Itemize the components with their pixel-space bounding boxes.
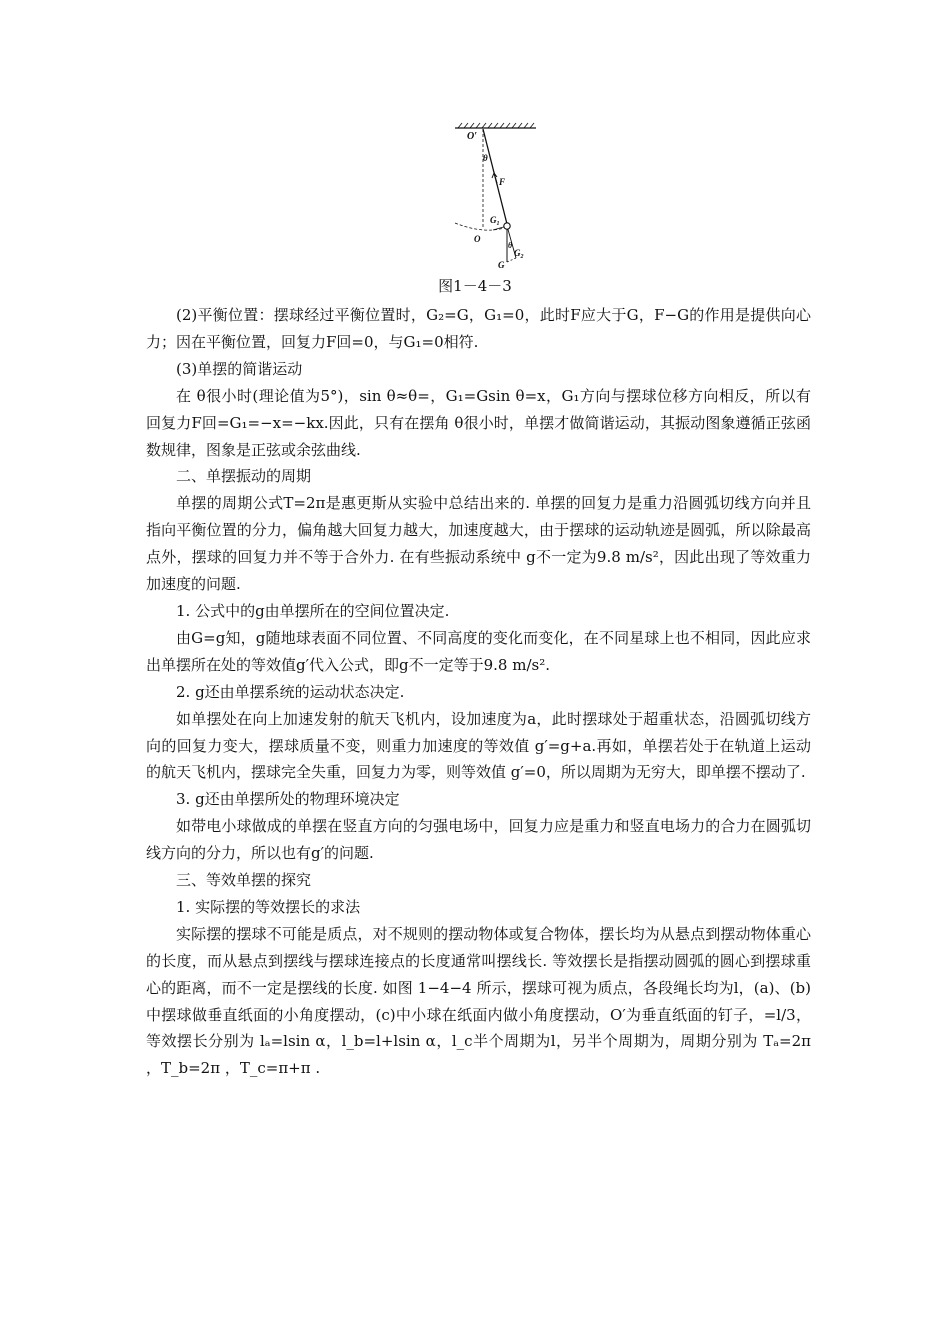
g1-label: $G_1$ <box>490 215 500 227</box>
paragraph: 如单摆处在向上加速发射的航天飞机内，设加速度为a，此时摆球处于超重状态，沿圆弧切线方向的回复力变大，摆球质量不变，则重力加速度的等效值 g′=g+a.再如，单摆若处于在轨道上运动的航天飞机内，摆球完全失重，回复力为零，则等效值 g′=0，所以周期为无穷大，即单摆不摆动了. <box>146 709 811 782</box>
document-body <box>146 302 811 1082</box>
origin-label: O <box>474 234 481 244</box>
ceiling-hatch <box>458 123 534 128</box>
paragraph: 单摆的周期公式T=2π是惠更斯从实验中总结出来的. 单摆的回复力是重力沿圆弧切线方向并且指向平衡位置的分力，偏角越大回复力越大，加速度越大，由于摆球的运动轨迹是圆弧，所以除最高点外，摆球的回复力并不等于合外力. 在有些振动系统中 g不一定为9.8 m/s²，因此出现了等效重力加速度的问题. <box>146 494 811 594</box>
force-label: F <box>499 177 506 187</box>
paragraph: 如带电小球做成的单摆在竖直方向的匀强电场中，回复力应是重力和竖直电场力的合力在圆弧切线方向的分力，所以也有g′的问题. <box>146 817 811 863</box>
section-heading: (3)单摆的简谐运动 <box>176 359 303 378</box>
section-heading: 1. 实际摆的等效摆长的求法 <box>176 897 361 916</box>
pendulum-bob <box>504 223 510 229</box>
paragraph: (2)平衡位置：摆球经过平衡位置时，G₂=G，G₁=0，此时F应大于G，F−G的作用是提供向心力；因在平衡位置，回复力F回=0，与G₁=0相符. <box>146 306 811 351</box>
angle-top-label: θ <box>483 153 488 163</box>
angle-bottom-label: θ <box>508 241 513 250</box>
swing-arc <box>455 223 510 230</box>
section-heading: 二、单摆振动的周期 <box>176 467 312 486</box>
component-dash <box>507 258 516 262</box>
gravity-label: G <box>498 260 505 270</box>
pivot-label: O′ <box>467 131 478 142</box>
paragraph: 在 θ很小时(理论值为5°)，sin θ≈θ=，G₁=Gsin θ=x，G₁方向与摆球位移方向相反，所以有回复力F回=G₁=−x=−kx.因此，只有在摆角 θ很小时，单摆才做简谐运动，其振动图象遵循正弦函数规律，图象是正弦或余弦曲线. <box>146 386 811 459</box>
section-heading: 三、等效单摆的探究 <box>176 871 312 890</box>
paragraph: 由G=g知，g随地球表面不同位置、不同高度的变化而变化，在不同星球上也不相同，因此应求出单摆所在处的等效值g′代入公式，即g不一定等于9.8 m/s². <box>146 628 811 674</box>
figure-caption: 图1－4－3 <box>438 277 512 295</box>
pendulum-force-diagram <box>450 120 550 270</box>
force-f-arrow <box>492 173 497 183</box>
section-heading: 2. g还由单摆系统的运动状态决定. <box>176 682 405 701</box>
paragraph: 实际摆的摆球不可能是质点，对不规则的摆动物体或复合物体，摆长均为从悬点到摆动物体重心的长度，而从悬点到摆线与摆球连接点的长度通常叫摆线长. 等效摆长是指摆动圆弧的圆心到摆球重心的距离，而不一定是摆线的长度. 如图 1−4−4 所示，摆球可视为质点，各段绳长均为l，(a)、(b)中摆球做垂直纸面的小角度摆动，(c)中小球在纸面内做小角度摆动，O′为垂直纸面的钉子，=l/3，等效摆长分别为 lₐ=lsin α，l_b=l+lsin α，l_c半个周期为l，另半个周期为，周期分别为 Tₐ=2π ，T_b=2π ，T_c=π+π . <box>146 924 811 1078</box>
section-heading: 1. 公式中的g由单摆所在的空间位置决定. <box>176 601 450 620</box>
section-heading: 3. g还由单摆所处的物理环境决定 <box>176 790 400 809</box>
g2-label: $G_2$ <box>514 248 524 260</box>
